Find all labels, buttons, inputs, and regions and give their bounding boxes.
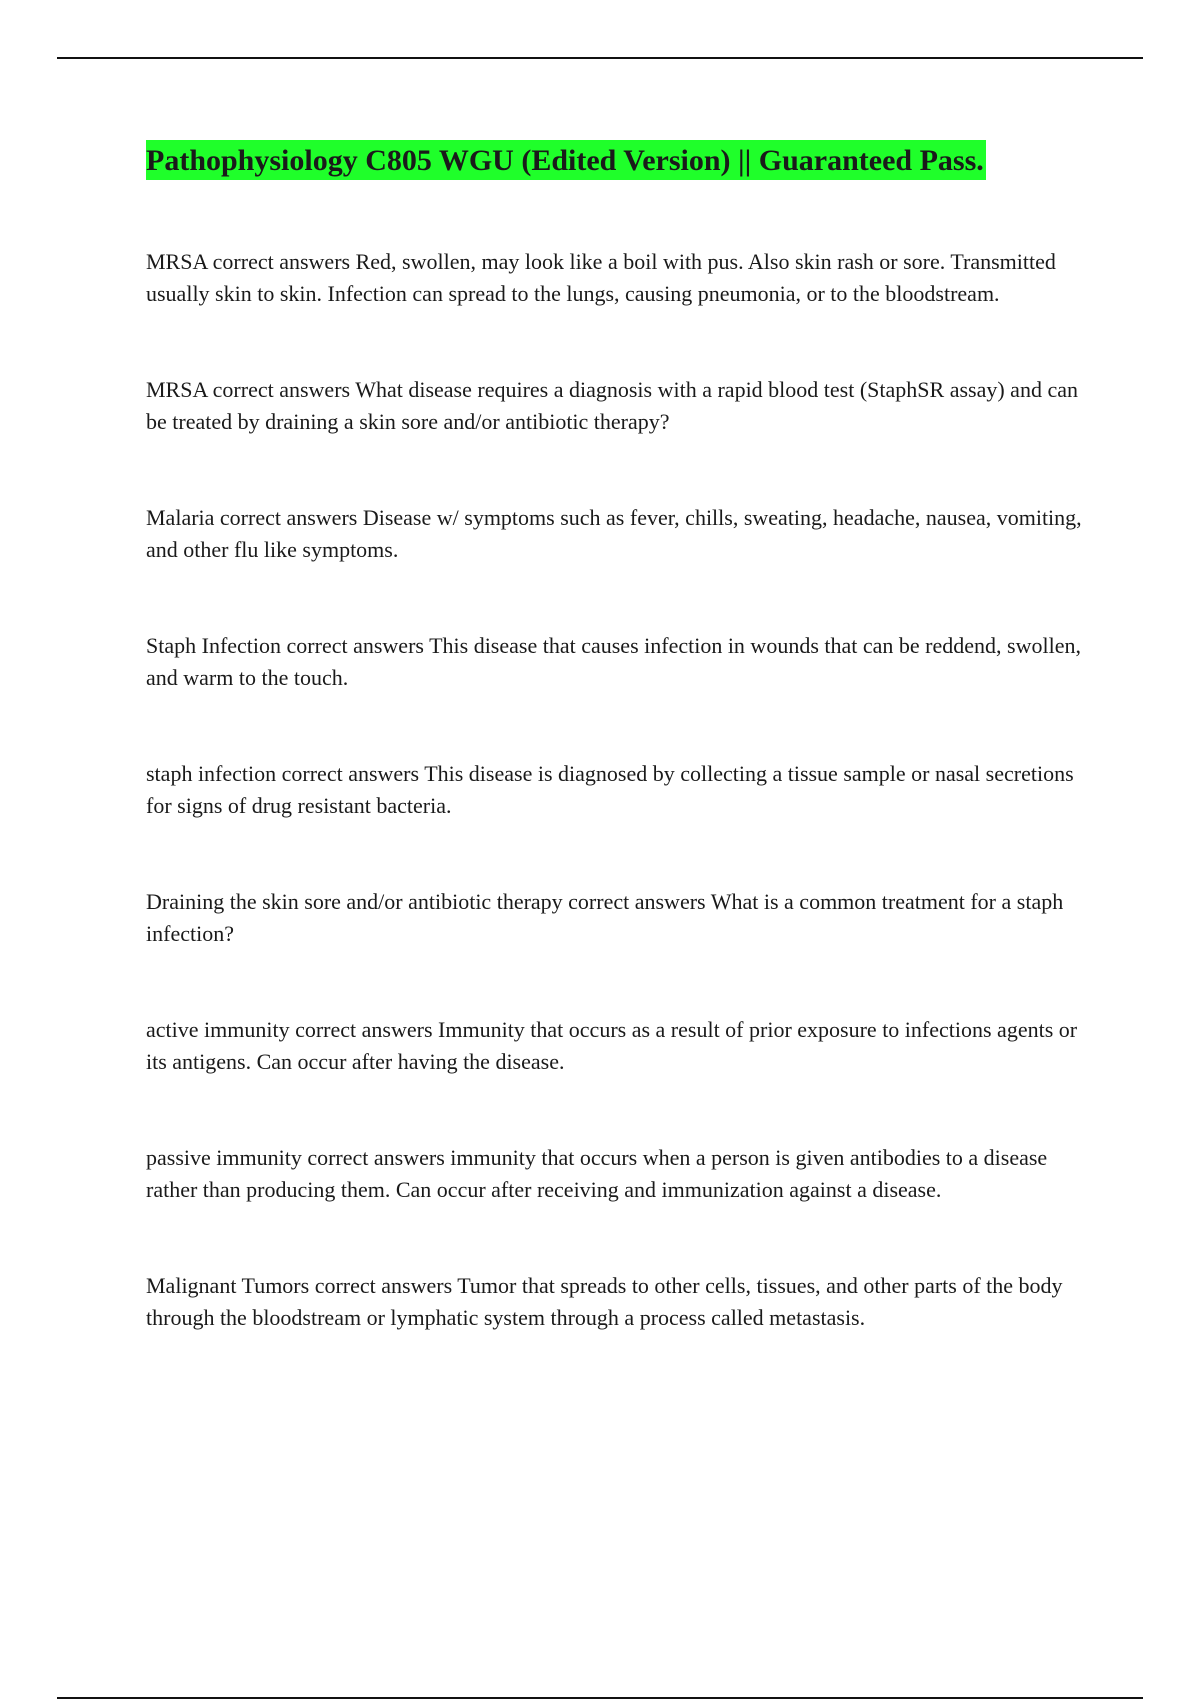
entry-definition: This disease that causes infection in wounds that can be reddend, swollen, and warm to the touch. [146, 633, 1081, 690]
flashcard-entry [146, 374, 1096, 438]
entry-term: MRSA [146, 377, 208, 402]
flashcard-entry [146, 1270, 1096, 1334]
entry-separator: correct answers [307, 1145, 445, 1170]
flashcard-entry [146, 502, 1096, 566]
entry-definition: Immunity that occurs as a result of prior exposure to infections agents or its antigens. Can occur after having the disease. [146, 1017, 1078, 1074]
entry-term: active immunity [146, 1017, 290, 1042]
entry-separator: correct answers [212, 249, 351, 274]
entry-term: Draining the skin sore and/or antibiotic therapy [146, 889, 563, 914]
flashcard-entry [146, 630, 1096, 694]
entry-separator: correct answers [568, 889, 706, 914]
flashcard-entry [146, 1014, 1096, 1078]
document-title: Pathophysiology C805 WGU (Edited Version) || Guaranteed Pass. [146, 140, 986, 180]
entry-separator: correct answers [212, 377, 351, 402]
document-body [146, 140, 1096, 1334]
flashcard-entry [146, 246, 1096, 310]
entry-term: passive immunity [146, 1145, 302, 1170]
flashcard-entry [146, 758, 1096, 822]
entry-definition: Tumor that spreads to other cells, tissues, and other parts of the body through the bloodstream or lymphatic system through a process called metastasis. [146, 1273, 1063, 1330]
entry-separator: correct answers [219, 505, 358, 530]
flashcard-list [146, 246, 1096, 1334]
entry-term: MRSA [146, 249, 208, 274]
entry-separator: correct answers [286, 633, 424, 658]
entry-term: Malignant Tumors [146, 1273, 310, 1298]
flashcard-entry [146, 1142, 1096, 1206]
bottom-rule [57, 1697, 1143, 1699]
entry-separator: correct answers [314, 1273, 453, 1298]
flashcard-entry [146, 886, 1096, 950]
entry-definition: What is a common treatment for a staph infection? [146, 889, 1064, 946]
entry-definition: immunity that occurs when a person is given antibodies to a disease rather than producing them. Can occur after receiving and immunization against a disease. [146, 1145, 1048, 1202]
entry-definition: Red, swollen, may look like a boil with pus. Also skin rash or sore. Transmitted usually skin to skin. Infection can spread to the lungs, causing pneumonia, or to the bloodstream. [146, 249, 1056, 306]
entry-term: Malaria [146, 505, 215, 530]
entry-definition: This disease is diagnosed by collecting a tissue sample or nasal secretions for signs of drug resistant bacteria. [146, 761, 1074, 818]
top-rule [57, 57, 1143, 59]
entry-definition: Disease w/ symptoms such as fever, chills, sweating, headache, nausea, vomiting, and other flu like symptoms. [146, 505, 1082, 562]
entry-term: Staph Infection [146, 633, 282, 658]
entry-separator: correct answers [295, 1017, 433, 1042]
entry-separator: correct answers [281, 761, 420, 786]
entry-term: staph infection [146, 761, 277, 786]
entry-definition: What disease requires a diagnosis with a rapid blood test (StaphSR assay) and can be treated by draining a skin sore and/or antibiotic therapy? [146, 377, 1078, 434]
